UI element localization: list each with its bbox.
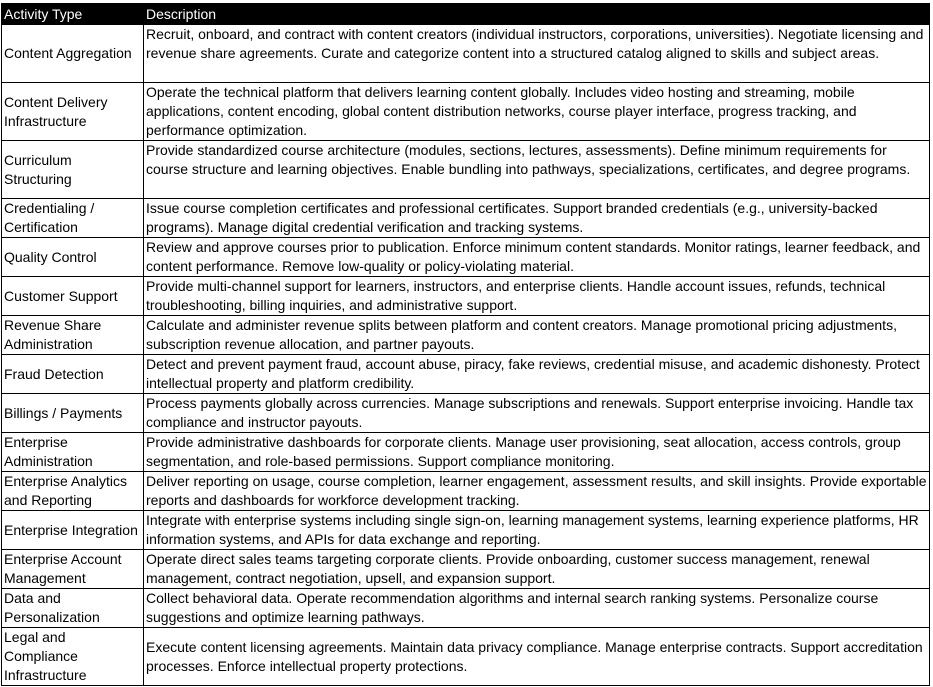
- activity-type-cell: Credentialing / Certification: [2, 199, 144, 238]
- activity-type-cell: Legal and Compliance Infrastructure: [2, 628, 144, 686]
- activity-table: [1, 3, 930, 686]
- table-row: [2, 433, 930, 472]
- activity-type-cell: Enterprise Administration: [2, 433, 144, 472]
- activity-type-cell: Enterprise Analytics and Reporting: [2, 472, 144, 511]
- description-cell: Operate the technical platform that delivers learning content globally. Includes video hosting and streaming, mobile applications, content encoding, global content distribution networks, course player interface, progress tracking, and performance optimization.: [144, 83, 930, 141]
- description-cell: Operate direct sales teams targeting corporate clients. Provide onboarding, customer success management, renewal management, contract negotiation, upsell, and expansion support.: [144, 550, 930, 589]
- header-activity-type: Activity Type: [2, 4, 144, 25]
- table-row: [2, 277, 930, 316]
- activity-type-cell: Curriculum Structuring: [2, 141, 144, 199]
- table-row: [2, 589, 930, 628]
- activity-type-cell: Content Aggregation: [2, 25, 144, 83]
- table-row: [2, 141, 930, 199]
- description-cell: Provide standardized course architecture (modules, sections, lectures, assessments). Define minimum requirements for course structure and learning objectives. Enable bundling into pathways, specializations, certificates, and degree programs.: [144, 141, 930, 199]
- activity-type-cell: Enterprise Integration: [2, 511, 144, 550]
- header-row: [2, 4, 930, 25]
- description-cell: Process payments globally across currencies. Manage subscriptions and renewals. Support enterprise invoicing. Handle tax compliance and instructor payouts.: [144, 394, 930, 433]
- table-row: [2, 511, 930, 550]
- table-row: [2, 628, 930, 686]
- description-cell: Issue course completion certificates and professional certificates. Support branded credentials (e.g., university-backed programs). Manage digital credential verification and tracking systems.: [144, 199, 930, 238]
- table-row: [2, 316, 930, 355]
- activity-type-cell: Data and Personalization: [2, 589, 144, 628]
- description-cell: Deliver reporting on usage, course completion, learner engagement, assessment results, and skill insights. Provide exportable reports and dashboards for workforce development tracking.: [144, 472, 930, 511]
- activity-type-cell: Customer Support: [2, 277, 144, 316]
- table-row: [2, 355, 930, 394]
- activity-type-cell: Quality Control: [2, 238, 144, 277]
- table-row: [2, 394, 930, 433]
- description-cell: Provide administrative dashboards for corporate clients. Manage user provisioning, seat allocation, access controls, group segmentation, and role-based permissions. Support compliance monitoring.: [144, 433, 930, 472]
- table-row: [2, 83, 930, 141]
- activity-type-cell: Content Delivery Infrastructure: [2, 83, 144, 141]
- description-cell: Review and approve courses prior to publication. Enforce minimum content standards. Monitor ratings, learner feedback, and content performance. Remove low-quality or policy-violating material.: [144, 238, 930, 277]
- activity-type-cell: Enterprise Account Management: [2, 550, 144, 589]
- description-cell: Provide multi-channel support for learners, instructors, and enterprise clients. Handle account issues, refunds, technical troubleshooting, billing inquiries, and administrative support.: [144, 277, 930, 316]
- table-row: [2, 25, 930, 83]
- description-cell: Recruit, onboard, and contract with content creators (individual instructors, corporations, universities). Negotiate licensing and revenue share agreements. Curate and categorize content into a structured catalog aligned to skills and subject areas.: [144, 25, 930, 83]
- description-cell: Detect and prevent payment fraud, account abuse, piracy, fake reviews, credential misuse, and academic dishonesty. Protect intellectual property and platform credibility.: [144, 355, 930, 394]
- activity-type-cell: Fraud Detection: [2, 355, 144, 394]
- table-row: [2, 472, 930, 511]
- header-description: Description: [144, 4, 930, 25]
- description-cell: Execute content licensing agreements. Maintain data privacy compliance. Manage enterprise contracts. Support accreditation processes. Enforce intellectual property protections.: [144, 628, 930, 686]
- description-cell: Integrate with enterprise systems including single sign-on, learning management systems, learning experience platforms, HR information systems, and APIs for data exchange and reporting.: [144, 511, 930, 550]
- description-cell: Collect behavioral data. Operate recommendation algorithms and internal search ranking systems. Personalize course suggestions and optimize learning pathways.: [144, 589, 930, 628]
- table-row: [2, 199, 930, 238]
- activity-type-cell: Revenue Share Administration: [2, 316, 144, 355]
- activity-type-cell: Billings / Payments: [2, 394, 144, 433]
- table-row: [2, 550, 930, 589]
- description-cell: Calculate and administer revenue splits between platform and content creators. Manage promotional pricing adjustments, subscription revenue allocation, and partner payouts.: [144, 316, 930, 355]
- table-row: [2, 238, 930, 277]
